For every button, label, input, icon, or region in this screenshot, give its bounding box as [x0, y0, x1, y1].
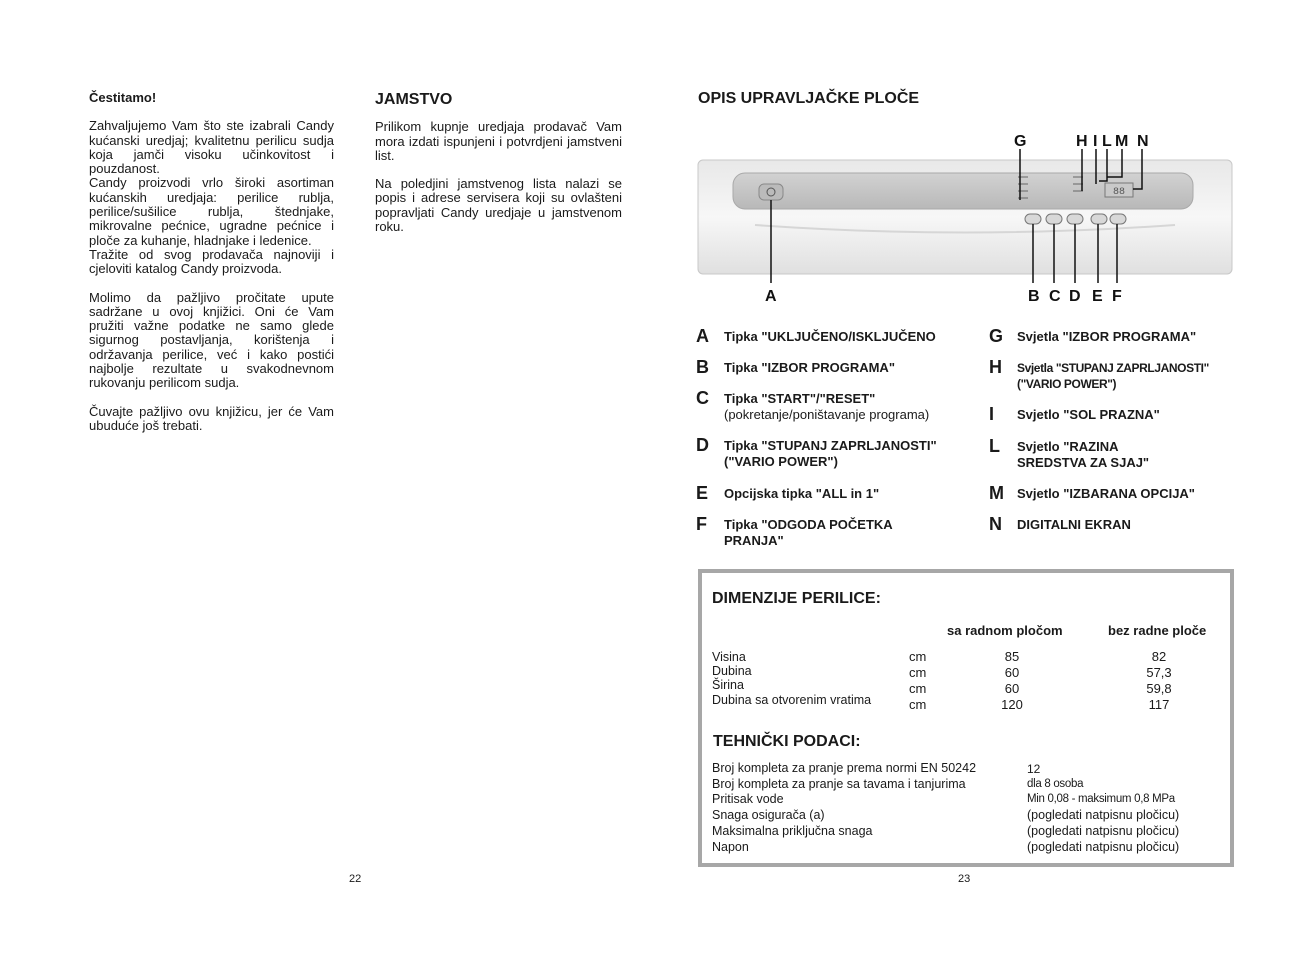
tech-label-0: Broj kompleta za pranje prema normi EN 50242 [712, 761, 977, 775]
button-c-shape [1046, 214, 1062, 224]
catalog-paragraph: Tražite od svog prodavača najnoviji i cjeloviti katalog Candy proizvoda. [89, 246, 334, 277]
dim-label-3: Dubina sa otvorenim vratima [712, 693, 872, 707]
dim-without-2: 59,8 [1146, 681, 1172, 696]
legend-item-b: B Tipka "IZBOR PROGRAMA" [696, 357, 895, 377]
tech-value-5: (pogledati natpisnu pločicu) [1027, 840, 1180, 854]
legend-item-a: A Tipka "UKLJUČENO/ISKLJUČENO [696, 326, 936, 346]
control-panel-diagram [695, 125, 1235, 310]
dim-col-without: bez radne ploče [1108, 623, 1207, 638]
label-c: C [1049, 288, 1061, 305]
dim-label-1: Dubina [712, 664, 752, 678]
warranty-paragraph-2: Na poledjini jamstvenog lista nalazi se popis i adrese servisera koji su ovlašteni popravljati Candy uredjaje u jamstvenom roku. [375, 176, 622, 235]
control-panel-heading: OPIS UPRAVLJAČKE PLOČE [698, 90, 920, 107]
dim-with-0: 85 [1004, 649, 1020, 664]
button-f-shape [1110, 214, 1126, 224]
legend-item-i: I Svjetlo "SOL PRAZNA" [989, 404, 1160, 424]
tech-value-2: Min 0,08 - maksimum 0,8 MPa [1027, 793, 1175, 805]
dim-with-2: 60 [1004, 681, 1020, 696]
dim-with-1: 60 [1004, 665, 1020, 680]
label-a: A [765, 288, 777, 305]
specs-box [698, 569, 1234, 867]
legend-item-g: G Svjetla "IZBOR PROGRAMA" [989, 326, 1197, 346]
legend-item-d: D Tipka "STUPANJ ZAPRLJANOSTI" ("VARIO POWER") [696, 435, 937, 469]
dim-label-0: Visina [712, 650, 746, 664]
legend-item-e: E Opcijska tipka "ALL in 1" [696, 483, 880, 503]
legend-item-h: H Svjetla "STUPANJ ZAPRLJANOSTI" ("VARIO POWER") [989, 357, 1209, 391]
warranty-heading: JAMSTVO [375, 91, 453, 108]
tech-label-2: Pritisak vode [712, 792, 784, 806]
warranty-paragraph-1: Prilikom kupnje uredjaja prodavač Vam mora izdati ispunjeni i potvrdjeni jamstveni list. [375, 119, 622, 163]
tech-value-3: (pogledati natpisnu pločicu) [1027, 808, 1180, 822]
legend-item-m: M Svjetlo "IZBARANA OPCIJA" [989, 483, 1195, 503]
label-i: I [1093, 133, 1098, 150]
button-b-shape [1025, 214, 1041, 224]
read-instructions-paragraph: Molimo da pažljivo pročitate upute sadržane u ovoj knjižici. Oni će Vam pružiti važne podatke ne samo glede sigurnog postavljanja, korištenja i održavanja perilice, već i kako postići najbolje rezultate u svakodnevnom rukovanju perilicom sudja. [89, 289, 334, 391]
congrats-title: Čestitamo! [89, 90, 157, 105]
page-number-right: 23 [958, 873, 971, 885]
label-h: H [1076, 133, 1088, 150]
tech-value-0: 12 [1027, 762, 1041, 776]
legend-item-c: C Tipka "START"/"RESET" (pokretanje/poništavanje programa) [696, 388, 930, 422]
tech-label-3: Snaga osigurača (a) [712, 808, 825, 822]
tech-label-5: Napon [712, 840, 749, 854]
label-g: G [1014, 133, 1027, 150]
button-d-shape [1067, 214, 1083, 224]
label-f: F [1112, 288, 1122, 305]
dim-without-3: 117 [1148, 697, 1170, 712]
legend-item-l: L Svjetlo "RAZINA SREDSTVA ZA SJAJ" [989, 436, 1150, 470]
label-b: B [1028, 288, 1040, 305]
legend-item-f: F Tipka "ODGODA POČETKA PRANJA" [696, 514, 893, 548]
dim-col-with: sa radnom pločom [947, 623, 1063, 638]
range-paragraph: Candy proizvodi vrlo široki asortiman kućanskih uredjaja: perilice rublja, perilice/sušilice rublja, štednjake, mikrovalne pećnice, ugradne pećnice i ploče za kuhanje, hladnjake i ledenice. [89, 175, 334, 248]
dim-without-1: 57,3 [1146, 665, 1172, 680]
power-button-shape [759, 184, 783, 200]
tech-value-1: dla 8 osoba [1027, 778, 1084, 790]
legend-item-n: N DIGITALNI EKRAN [989, 514, 1131, 534]
intro-paragraph: Zahvaljujemo Vam što ste izabrali Candy kućanski uredjaj; kvalitetnu perilicu sudja koja jamči visoku učinkovitost i pouzdanost. [89, 118, 334, 177]
tech-value-4: (pogledati natpisnu pločicu) [1027, 824, 1180, 838]
dim-unit-3: cm [909, 697, 927, 712]
tech-label-4: Maksimalna priključna snaga [712, 824, 873, 838]
warranty-column [375, 93, 622, 248]
label-d: D [1069, 288, 1081, 305]
button-e-shape [1091, 214, 1107, 224]
label-e: E [1092, 288, 1103, 305]
dim-unit-2: cm [909, 681, 927, 696]
display-digits: 88 [1112, 187, 1126, 198]
page-number-left: 22 [349, 873, 362, 885]
dim-unit-1: cm [909, 665, 927, 680]
tech-label-1: Broj kompleta za pranje sa tavama i tanjurima [712, 777, 966, 791]
dim-unit-0: cm [909, 649, 927, 664]
congrats-column [89, 91, 334, 433]
dim-without-0: 82 [1151, 649, 1167, 664]
label-n: N [1137, 133, 1149, 150]
technical-heading: TEHNIČKI PODACI: [713, 733, 861, 750]
label-l: L [1102, 133, 1112, 150]
dim-label-2: Širina [712, 678, 744, 692]
dimensions-heading: DIMENZIJE PERILICE: [712, 590, 881, 607]
dim-with-3: 120 [1001, 697, 1023, 712]
keep-booklet-paragraph: Čuvajte pažljivo ovu knjižicu, jer će Vam ubuduće još trebati. [89, 403, 334, 433]
label-m: M [1115, 133, 1129, 150]
